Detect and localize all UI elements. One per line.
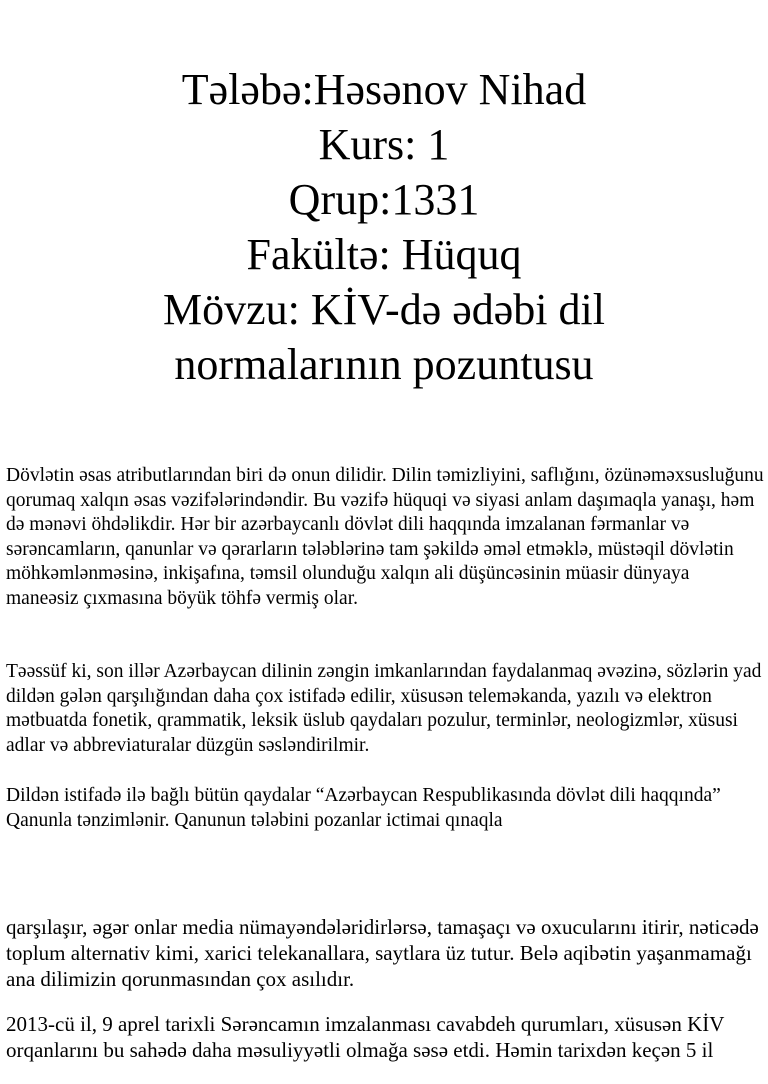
- paragraph-section: [6, 990, 764, 1084]
- paragraph: qarşılaşır, əgər onlar media nümayəndələridirlərsə, tamaşaçı və oxucularını itirir, nəticədə toplum alternativ kimi, xarici telekanallara, saytlara üz tutur. Belə aqibətin yaşanmamağı ana dilimizin qorunmasından çox asılıdır.: [6, 915, 759, 991]
- student-name-line: Tələbə:Həsənov Nihad: [181, 65, 587, 114]
- course-line: Kurs: 1: [318, 120, 450, 169]
- topic-line-continued: normalarının pozuntusu: [174, 340, 594, 389]
- topic-line: Mövzu: KİV-də ədəbi dil: [163, 285, 605, 334]
- faculty-line: Fakültə: Hüquq: [246, 230, 522, 279]
- paragraph-section: [6, 464, 764, 612]
- paragraph: Dildən istifadə ilə bağlı bütün qaydalar “Azərbaycan Respublikasında dövlət dili haqqında” Qanunla tənzimlənir. Qanunun tələbini pozanlar ictimai qınaqla: [6, 785, 721, 831]
- paragraph: Təəssüf ki, son illər Azərbaycan dilinin zəngin imkanlarından faydalanmaq əvəzinə, sözlərin yad dildən gələn qarşılığından daha çox istifadə edilir, xüsusən teleməkanda, yazılı və elektron mətbuatda fonetik, qrammatik, leksik üslub qaydaları pozulur, terminlər, neologizmlər, xüsusi adlar və abbreviaturalar düzgün səsləndirilmir.: [6, 661, 762, 756]
- paragraph-section: [6, 784, 764, 833]
- paragraph: 2013-cü il, 9 aprel tarixli Sərəncamın imzalanması cavabdeh qurumları, xüsusən KİV orqanlarını bu sahədə daha məsuliyyətli olmağa səsə etdi. Həmin tarixdən keçən 5 il: [6, 1012, 725, 1062]
- group-line: Qrup:1331: [288, 175, 480, 224]
- title-block: [0, 62, 768, 392]
- paragraph: Dövlətin əsas atributlarından biri də onun dilidir. Dilin təmizliyini, saflığını, özünəməxsusluğunu qorumaq xalqın əsas vəzifələrindəndir. Bu vəzifə hüquqi və siyasi anlam daşımaqla yanaşı, həm də mənəvi öhdəlikdir. Hər bir azərbaycanlı dövlət dili haqqında imzalanan fərmanlar və sərəncamların, qanunlar və qərarların tələblərinə tam şəkildə əməl etməklə, müstəqil dövlətin möhkəmlənməsinə, inkişafına, təmsil olunduğu xalqın ali düşüncəsinin müasir dünyaya maneəsiz çıxmasına böyük töhfə vermiş olar.: [6, 465, 764, 609]
- paragraph-section: [6, 660, 764, 758]
